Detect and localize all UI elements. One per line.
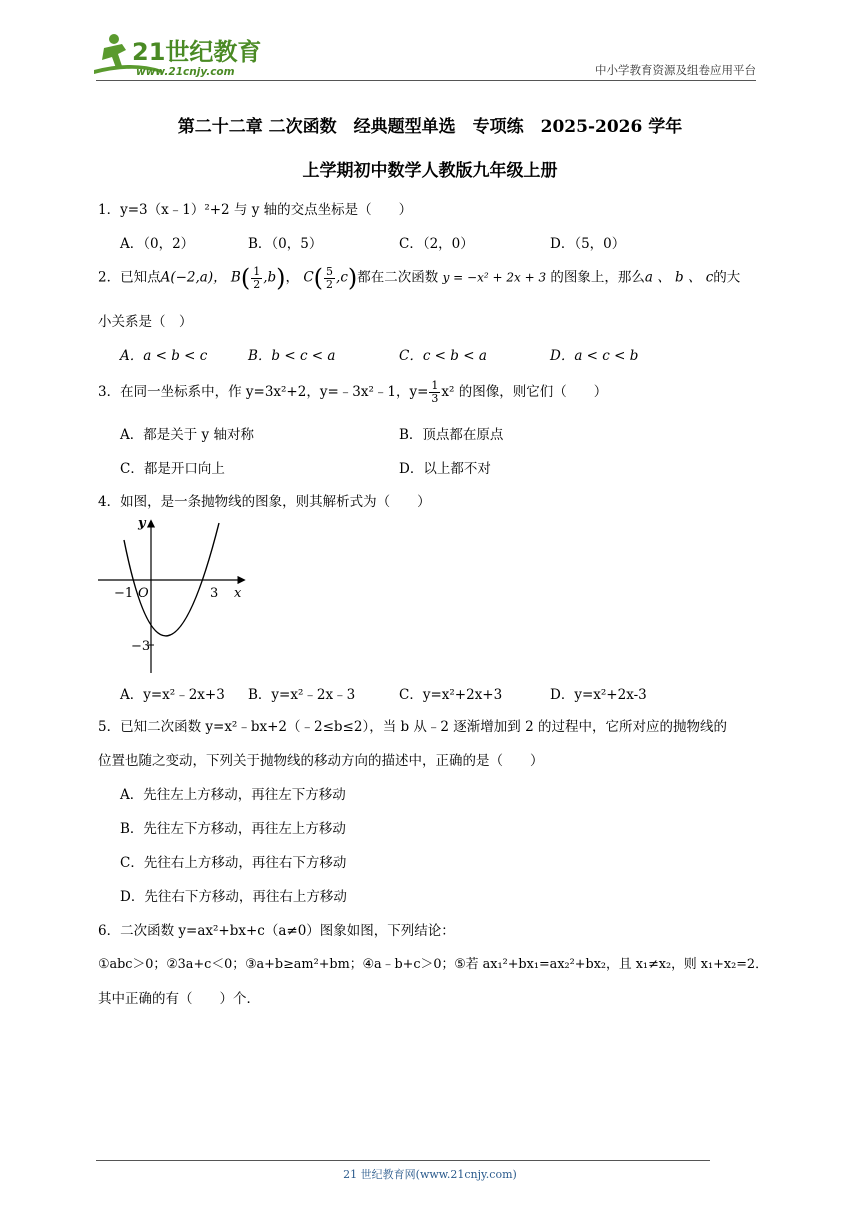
q2-num: 2．已知点 xyxy=(98,269,161,286)
question-1-stem: 1．y=3（x﹣1）²+2 与 y 轴的交点坐标是（ ） xyxy=(98,202,413,218)
q2-option-d: D．a < c < b xyxy=(550,348,639,364)
origin-label: O xyxy=(138,586,149,601)
question-5-line1: 5．已知二次函数 y=x²﹣bx+2（﹣2≤b≤2），当 b 从﹣2 逐渐增加到 2 的过程中，它所对应的抛物线的 xyxy=(98,719,727,735)
q4-option-c: C．y=x²+2x+3 xyxy=(399,687,503,703)
question-4-stem: 4．如图，是一条抛物线的图象，则其解析式为（ ） xyxy=(98,494,431,510)
q4-option-d: D．y=x²+2x-3 xyxy=(550,687,647,703)
neg3-label: −3 xyxy=(131,639,151,654)
q1-option-c: C．（2，0） xyxy=(399,236,474,252)
svg-text:21世纪教育: 21世纪教育 xyxy=(132,38,262,66)
question-6-line2: ①abc＞0；②3a+c＜0；③a+b≥am²+bm；④a﹣b+c＞0；⑤若 ax₁²+bx₁=ax₂²+bx₂，且 x₁≠x₂，则 x₁+x₂=2． xyxy=(98,957,768,972)
three-label: 3 xyxy=(210,586,219,601)
x-axis-label: x xyxy=(234,586,242,601)
q5-option-b: B．先往左下方移动，再往左上方移动 xyxy=(120,821,346,837)
logo-21cnjy xyxy=(92,30,262,80)
y-axis-label: y xyxy=(138,516,146,531)
q2-mid: 都在二次函数 xyxy=(357,269,439,286)
q3-option-b: B．顶点都在原点 xyxy=(399,427,504,443)
q2-tail2: 的大 xyxy=(713,269,741,286)
q2-tail: 的图象上，那么 xyxy=(550,269,645,286)
question-3-stem xyxy=(98,380,607,405)
q4-option-a: A．y=x²﹣2x+3 xyxy=(120,687,225,703)
question-2-stem: 2．已知点A(−2,a)， B( $\frac{1}{2}$ ,b)， C( $\frac{5}{2}$ ,c)都在二次函数 y = −x² + 2x + 3 的图象上，那么a 、 b 、 c的大 xyxy=(98,264,741,292)
parabola-graph xyxy=(94,515,254,675)
q5-option-a: A．先往左上方移动，再往左下方移动 xyxy=(120,787,346,803)
q2-frac-c: $\frac{5}{2}$ xyxy=(326,264,334,291)
q1-option-a: A．（0，2） xyxy=(120,236,195,252)
question-5-line2: 位置也随之变动，下列关于抛物线的移动方向的描述中，正确的是（ ） xyxy=(98,753,544,769)
q2-point-c-label: C xyxy=(303,269,314,286)
footer-divider xyxy=(96,1160,710,1161)
q5-option-d: D．先往右下方移动，再往右上方移动 xyxy=(120,889,347,905)
q3-option-a: A．都是关于 y 轴对称 xyxy=(120,427,254,443)
q2-point-b-rest: ,b xyxy=(263,269,277,286)
q2-vars: a 、 b 、 c xyxy=(644,269,714,286)
q1-option-d: D．（5，0） xyxy=(550,236,626,252)
q3-frac: $\frac{1}{3}$ xyxy=(431,379,439,405)
q5-option-c: C．先往右上方移动，再往右下方移动 xyxy=(120,855,347,871)
q2-option-c: C．c < b < a xyxy=(399,348,487,364)
q2-function: y = −x² + 2x + 3 xyxy=(442,270,547,285)
q2-point-c-rest: ,c xyxy=(336,269,348,286)
question-6-line1: 6．二次函数 y=ax²+bx+c（a≠0）图象如图，下列结论： xyxy=(98,923,455,939)
question-6-line3: 其中正确的有（ ）个． xyxy=(98,991,260,1007)
q3-stem-b: x² 的图像，则它们（ ） xyxy=(441,384,608,400)
q2-option-b: B．b < c < a xyxy=(248,348,336,364)
q3-option-d: D．以上都不对 xyxy=(399,461,491,477)
header-divider xyxy=(96,80,756,81)
question-2-line2: 小关系是（ ） xyxy=(98,314,193,330)
q2-frac-b: $\frac{1}{2}$ xyxy=(253,264,261,291)
svg-text:www.21cnjy.com: www.21cnjy.com xyxy=(136,66,235,78)
q2-point-b-label: B xyxy=(230,269,241,286)
q3-option-c: C．都是开口向上 xyxy=(120,461,225,477)
q2-point-a: A(−2,a)， xyxy=(160,269,227,286)
neg1-label: −1 xyxy=(114,586,134,601)
q2-option-a: A．a < b < c xyxy=(120,348,208,364)
footer-link[interactable]: 21 世纪教育网(www.21cnjy.com) xyxy=(343,1168,517,1181)
title-line-2: 上学期初中数学人教版九年级上册 xyxy=(302,161,558,181)
q1-option-b: B．（0，5） xyxy=(248,236,323,252)
q4-option-b: B．y=x²﹣2x﹣3 xyxy=(248,687,356,703)
q3-stem-a: 3．在同一坐标系中，作 y=3x²+2，y=﹣3x²﹣1，y= xyxy=(98,384,429,400)
platform-label: 中小学教育资源及组卷应用平台 xyxy=(595,63,756,77)
title-line-1: 第二十二章 二次函数 经典题型单选 专项练 2025-2026 学年 xyxy=(177,117,683,137)
